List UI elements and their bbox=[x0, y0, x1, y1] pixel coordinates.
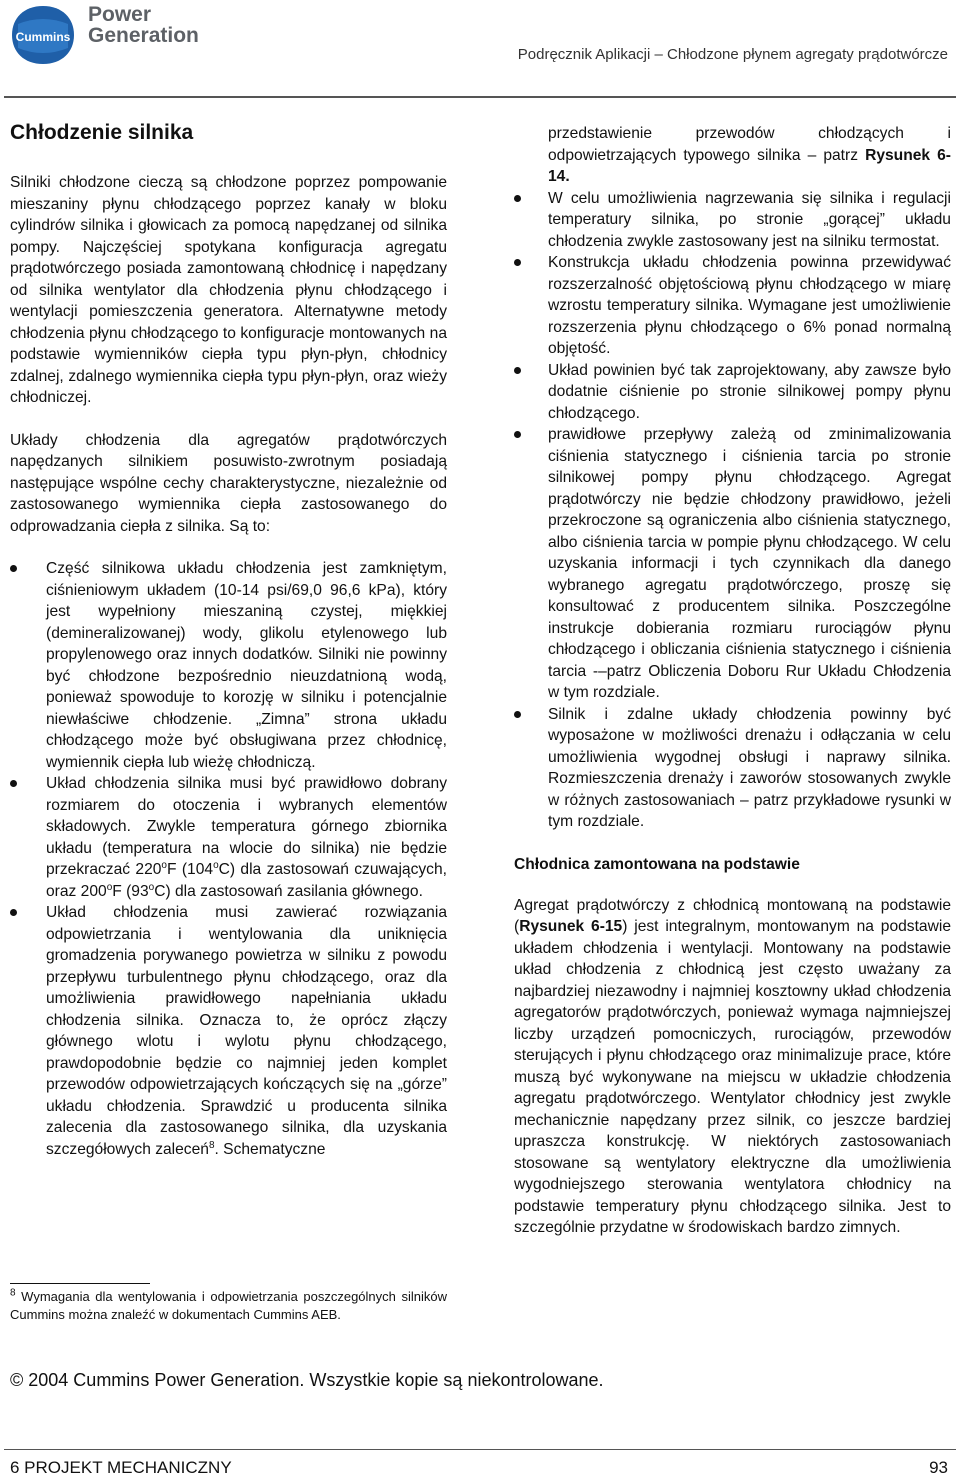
footer-section-title: 6 PROJEKT MECHANICZNY bbox=[10, 1458, 232, 1477]
bullet-icon bbox=[514, 259, 521, 266]
list-item bbox=[10, 558, 447, 773]
brand-line-generation: Generation bbox=[88, 24, 199, 47]
feature-list bbox=[10, 558, 447, 1160]
paragraph-continuation: przedstawienie przewodów chłodzących i odpowietrzających typowego silnika – patrz Rysunek 6-14. bbox=[548, 125, 951, 185]
document-title: Podręcznik Aplikacji – Chłodzone płynem agregaty prądotwórcze bbox=[517, 46, 948, 63]
bullet-icon bbox=[514, 431, 521, 438]
page-number: 93 bbox=[929, 1458, 948, 1477]
list-item-text: Silnik i zdalne układy chłodzenia powinny być wyposażone w możliwości drenażu i odłączania w celu umożliwienia wygodnej obsługi i naprawy silnika. Rozmieszczenia drenaży i zaworów stosowanych zwykle w różnych zastosowaniach – patrz przykładowe rysunki w tym rozdziale. bbox=[548, 705, 951, 830]
right-column bbox=[514, 123, 951, 1260]
feature-list-continued bbox=[514, 188, 951, 833]
list-item-text: prawidłowe przepływy zależą od zminimalizowania ciśnienia statycznego i ciśnienia tarcia po stronie silnikowej pompy płynu chłodzącego. Agregat prądotwórczy nie będzie chłodzony prawidłowo, jeżeli przekroczone są ograniczenia albo ciśnienia statycznego, albo ciśnienia tarcia w pompie płynu chłodzącego. W celu uzyskania informacji i tych czynnikach dla danego wybranego agregatu prądotwórczego, proszę się konsultować z producentem silnika. Poszczególne instrukcje dobierania rozmiaru rurociągów płynu chłodzącego i obliczania ciśnienia statycznego i ciśnienia tarcia -–patrz Obliczenia Doboru Rur Układu Chłodzenia w tym rozdziale. bbox=[548, 426, 951, 701]
list-item bbox=[514, 424, 951, 704]
copyright-notice: © 2004 Cummins Power Generation. Wszystkie kopie są niekontrolowane. bbox=[10, 1370, 604, 1390]
section-heading: Chłodzenie silnika bbox=[10, 121, 194, 144]
footnote-text: Wymagania dla wentylowania i odpowietrzania poszczególnych silników Cummins można znaleźć w dokumentach Cummins AEB. bbox=[10, 1289, 447, 1322]
logo-text: Cummins bbox=[15, 30, 71, 44]
paragraph-intro: Silniki chłodzone cieczą są chłodzone poprzez pompowanie mieszaniny płynu chłodzącego poprzez kanały w bloku cylindrów silnika i głowicach za pomocą napędzanej od silnika pompy. Najczęściej spotykana konfiguracja agregatu prądotwórczego posiada zamontowaną chłodnicę i napędzany od silnika wentylator dla chłodzenia płynu chłodzącego i wentylacji pomieszczenia generatora. Alternatywne metody chłodzenia płynu chłodzącego to konfiguracje montowanych na podstawie wymienników ciepła typu płyn-płyn, chłodnicy zdalnej, zdalnego wymiennika ciepła typu płyn-płyn, oraz wieży chłodniczej. bbox=[10, 174, 447, 406]
bullet-icon bbox=[514, 367, 521, 374]
bullet-icon bbox=[10, 780, 17, 787]
paragraph-radiator: Agregat prądotwórczy z chłodnicą montowaną na podstawie (Rysunek 6-15) jest integralnym, montowanym na podstawie układem chłodzenia i wentylacji. Montowany na podstawie układ chłodzenia z chłodnicą jest często uważany za najbardziej niezawodny i najmniej kosztowny układ chłodzenia agregatorów prądotwórczych, ponieważ wymaga najmniejszej liczby urządzeń pomocniczych, rurociągów, przewodów sterujących i płynu chłodzącego oraz minimalizuje prace, które muszą być wykonywane na miejscu w układzie chłodzenia agregatu prądotwórczego. Wentylator chłodnicy jest zwykle mechanicznie napędzany przez silnik, co jeszcze bardziej upraszcza konstrukcję. W niektórych zastosowaniach stosowane są wentylatory elektryczne dla umożliwienia wygodniejszego sterowania wentylatora chłodnicy na podstawie temperatury płynu chłodzącego silnika. Jest to szczególnie przydatne w środowiskach bardzo zimnych. bbox=[514, 896, 951, 1236]
left-column bbox=[10, 120, 447, 1181]
list-item-text: Konstrukcja układu chłodzenia powinna przewidywać rozszerzalność objętościową płynu chłodzącego w miarę wzrostu temperatury silnika. Wymagane jest umożliwienie rozszerzenia płynu chłodzącego o 6% ponad normalną objętość. bbox=[548, 254, 951, 357]
paragraph-features: Układy chłodzenia dla agregatów prądotwórczych napędzanych silnikiem posuwisto-zwrotnym posiadają następujące wspólne cechy charakterystyczne, niezależnie od zastosowanego wymiennika ciepła zastosowanego do odprowadzania ciepła z silnika. Są to: bbox=[10, 431, 447, 535]
bullet-icon bbox=[514, 711, 521, 718]
list-item-text: Układ chłodzenia silnika musi być prawidłowo dobrany rozmiarem do otoczenia i wybranych elementów składowych. Zwykle temperatura górnego zbiornika układu (temperatura na wlocie do silnika) nie będzie przekraczać 220$^o$F (104$^o$C) dla zastosowań czuwających, oraz 200$^o$F (93$^o$C) dla zastosowań zasilania głównego. bbox=[46, 775, 447, 900]
list-item bbox=[514, 360, 951, 425]
list-item bbox=[10, 773, 447, 902]
subsection-heading: Chłodnica zamontowana na podstawie bbox=[514, 855, 800, 873]
list-item bbox=[10, 902, 447, 1160]
brand-name bbox=[88, 4, 199, 46]
list-item bbox=[514, 188, 951, 253]
header-divider bbox=[4, 96, 956, 98]
cummins-logo-icon bbox=[10, 4, 76, 66]
page-header bbox=[0, 0, 960, 100]
footnote-number: 8 bbox=[10, 1287, 16, 1299]
footnote-reference: 8 bbox=[208, 1139, 215, 1151]
footnote bbox=[10, 1288, 447, 1324]
list-item bbox=[514, 252, 951, 360]
footer-divider bbox=[4, 1449, 956, 1450]
footnote-divider bbox=[10, 1283, 150, 1284]
bullet-icon bbox=[10, 565, 17, 572]
figure-reference: Rysunek 6-14 bbox=[548, 146, 951, 185]
list-item bbox=[514, 704, 951, 833]
brand-line-power: Power bbox=[88, 3, 152, 26]
bullet-icon bbox=[10, 909, 17, 916]
list-item-text: W celu umożliwienia nagrzewania się silnika i regulacji temperatury silnika, po stronie „gorącej” układu chłodzenia zwykle zastosowany jest na silniku termostat. bbox=[548, 189, 951, 250]
list-item-text: Układ chłodzenia musi zawierać rozwiązania odpowietrzania i wentylowania dla uniknięcia gromadzenia porywanego powietrza w silniku z powodu przepływu turbulentnego płynu chłodzącego, oraz dla umożliwienia prawidłowego napełniania układu chłodzenia silnika. Oznacza to, że oprócz złączy głównego wlotu i wylotu płynu chłodzącego, prawdopodobnie będzie co najmniej jeden komplet przewodów odpowietrzających kończących się na „górze” układu chłodzenia. Sprawdzić u producenta silnika zalecenia dla zastosowanego silnika, dla uzyskania szczegółowych zaleceń$^8$. Schematyczne bbox=[46, 904, 447, 1158]
figure-reference: Rysunek 6-15 bbox=[519, 918, 623, 935]
list-item-text: Układ powinien być tak zaprojektowany, aby zawsze było dodatnie ciśnienie po stronie silnikowej pompy płynu chłodzącego. bbox=[548, 361, 951, 422]
bullet-icon bbox=[514, 195, 521, 202]
list-item-text: Część silnikowa układu chłodzenia jest zamkniętym, ciśnieniowym układem (10-14 psi/69,0 96,6 kPa), który jest wypełniony mieszaniną czystej, miękkiej (demineralizowanej) wody, glikolu etylenowego lub propylenowego oraz innych dodatków. Silniki nie powinny być chłodzone bezpośrednio nieuzdatnioną wodą, ponieważ spowoduje to korozję w silniku i potencjalnie niewłaściwe chłodzenie. „Zimna” strona układu chłodzącego może być obsługiwana przez chłodnicę, wymiennik ciepła lub wieżę chłodniczą. bbox=[46, 560, 447, 771]
